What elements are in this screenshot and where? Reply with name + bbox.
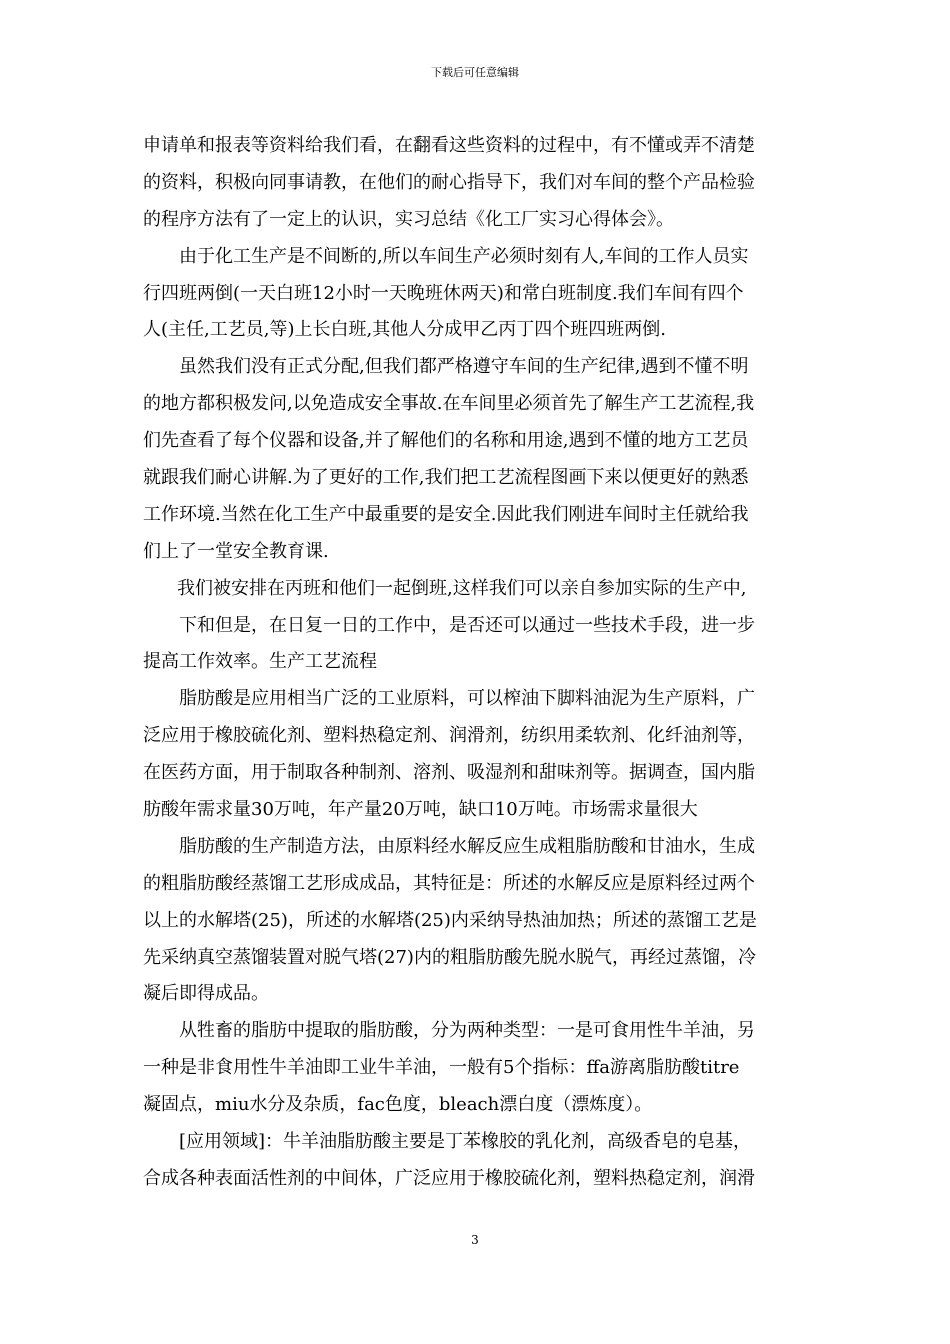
text-line: 先采纳真空蒸馏装置对脱气塔(27)内的粗脂肪酸先脱水脱气，再经过蒸馏，冷 <box>143 946 756 968</box>
text-line: 的粗脂肪酸经蒸馏工艺形成成品，其特征是：所述的水解反应是原料经过两个 <box>143 872 755 894</box>
text-line: 凝后即得成品。 <box>143 983 269 1005</box>
text-line: 的地方都积极发问,以免造成安全事故.在车间里必须首先了解生产工艺流程,我 <box>143 393 755 415</box>
text-line: 就跟我们耐心讲解.为了更好的工作,我们把工艺流程图画下来以便更好的熟悉 <box>143 467 749 489</box>
text-line: 申请单和报表等资料给我们看，在翻看这些资料的过程中，有不懂或弄不清楚 <box>143 135 755 156</box>
text-line: 肪酸年需求量30万吨，年产量20万吨，缺口10万吨。市场需求量很大 <box>143 799 698 821</box>
text-line: 行四班两倒(一天白班12小时一天晚班休两天)和常白班制度.我们车间有四个 <box>143 282 744 304</box>
text-line: [应用领域]：牛羊油脂肪酸主要是丁苯橡胶的乳化剂，高级香皂的皂基， <box>179 1131 752 1153</box>
text-line: 虽然我们没有正式分配,但我们都严格遵守车间的生产纪律,遇到不懂不明 <box>179 356 749 378</box>
document-body <box>143 128 809 1198</box>
text-line: 一种是非食用性牛羊油即工业牛羊油，一般有5个指标：ffa游离脂肪酸titre <box>143 1057 740 1079</box>
text-line: 们上了一堂安全教育课. <box>143 540 329 562</box>
text-line: 的资料，积极向同事请教，在他们的耐心指导下，我们对车间的整个产品检验 <box>143 171 755 193</box>
text-line: 下和但是，在日复一日的工作中，是否还可以通过一些技术手段，进一步 <box>179 614 755 636</box>
text-line: 从牲畜的脂肪中提取的脂肪酸，分为两种类型：一是可食用性牛羊油，另 <box>179 1020 755 1042</box>
text-line: 脂肪酸的生产制造方法，由原料经水解反应生成粗脂肪酸和甘油水，生成 <box>179 835 755 857</box>
text-line: 的程序方法有了一定上的认识，实习总结《化工厂实习心得体会》。 <box>143 208 674 230</box>
text-line: 脂肪酸是应用相当广泛的工业原料，可以榨油下脚料油泥为生产原料，广 <box>179 688 755 710</box>
page-header: 下载后可任意编辑 <box>431 66 519 79</box>
text-line: 泛应用于橡胶硫化剂、塑料热稳定剂、润滑剂，纺织用柔软剂、化纤油剂等， <box>143 725 755 747</box>
text-line: 人(主任,工艺员,等)上长白班,其他人分成甲乙丙丁四个班四班两倒. <box>143 319 666 341</box>
text-line: 由于化工生产是不间断的,所以车间生产必须时刻有人,车间的工作人员实 <box>179 245 749 267</box>
text-line: 在医药方面，用于制取各种制剂、溶剂、吸湿剂和甜味剂等。据调查，国内脂 <box>143 762 755 784</box>
text-line: 凝固点，miu水分及杂质，fac色度，bleach漂白度（漂炼度）。 <box>143 1094 653 1116</box>
text-line: 我们被安排在丙班和他们一起倒班,这样我们可以亲自参加实际的生产中, <box>177 577 747 599</box>
text-line: 提高工作效率。生产工艺流程 <box>143 651 377 673</box>
text-line: 工作环境.当然在化工生产中最重要的是安全.因此我们刚进车间时主任就给我 <box>143 503 749 525</box>
text-line: 以上的水解塔(25)，所述的水解塔(25)内采纳导热油加热；所述的蒸馏工艺是 <box>143 909 757 931</box>
page-number: 3 <box>471 1233 479 1247</box>
text-line: 合成各种表面活性剂的中间体，广泛应用于橡胶硫化剂，塑料热稳定剂，润滑 <box>143 1167 755 1189</box>
text-line: 们先查看了每个仪器和设备,并了解他们的名称和用途,遇到不懂的地方工艺员 <box>143 430 749 452</box>
